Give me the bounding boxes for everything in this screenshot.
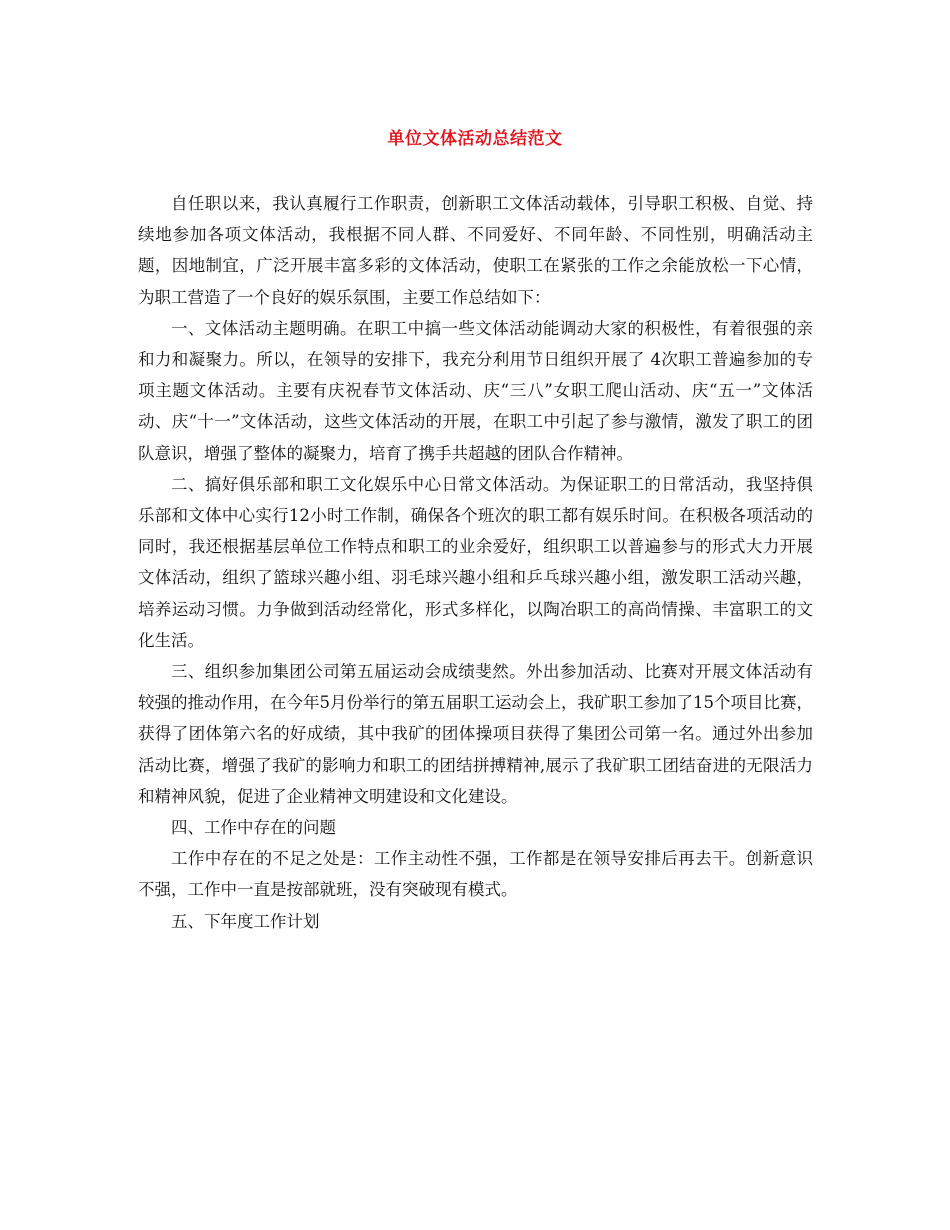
paragraph-section-1: 一、文体活动主题明确。在职工中搞一些文体活动能调动大家的积极性，有着很强的亲和力和凝聚力。所以，在领导的安排下，我充分利用节日组织开展了 4次职工普遍参加的专项主题文体活动。主要有庆祝春节文体活动、庆“三八”女职工爬山活动、庆“五一”文体活动、庆“十一”文体活动，这些文体活动的开展，在职工中引起了参与激情，激发了职工的团队意识，增强了整体的凝聚力，培育了携手共超越的团队合作精神。 <box>138 318 813 463</box>
paragraph-section-2: 二、搞好俱乐部和职工文化娱乐中心日常文体活动。为保证职工的日常活动，我坚持俱乐部和文体中心实行12小时工作制，确保各个班次的职工都有娱乐时间。在积极各项活动的同时，我还根据基层单位工作特点和职工的业余爱好，组织职工以普遍参与的形式大力开展文体活动，组织了篮球兴趣小组、羽毛球兴趣小组和乒乓球兴趣小组，激发职工活动兴趣，培养运动习惯。力争做到活动经常化，形式多样化，以陶冶职工的高尚情操、丰富职工的文化生活。 <box>138 474 813 650</box>
document-title: 单位文体活动总结范文 <box>387 129 563 149</box>
document-body <box>138 188 813 937</box>
paragraph-problems: 工作中存在的不足之处是：工作主动性不强，工作都是在领导安排后再去干。创新意识不强，工作中一直是按部就班，没有突破现有模式。 <box>138 849 813 900</box>
heading-section-5: 五、下年度工作计划 <box>171 911 320 931</box>
paragraph-section-3: 三、组织参加集团公司第五届运动会成绩斐然。外出参加活动、比赛对开展文体活动有较强的推动作用，在今年5月份举行的第五届职工运动会上，我矿职工参加了15个项目比赛，获得了团体第六名的好成绩，其中我矿的团体操项目获得了集团公司第一名。通过外出参加活动比赛，增强了我矿的影响力和职工的团结拼搏精神,展示了我矿职工团结奋进的无限活力和精神风貌，促进了企业精神文明建设和文化建设。 <box>138 662 813 806</box>
heading-section-4: 四、工作中存在的问题 <box>171 818 336 838</box>
paragraph-intro: 自任职以来，我认真履行工作职责，创新职工文体活动载体，引导职工积极、自觉、持续地参加各项文体活动，我根据不同人群、不同爱好、不同年龄、不同性别，明确活动主题，因地制宜，广泛开展丰富多彩的文体活动，使职工在紧张的工作之余能放松一下心情，为职工营造了一个良好的娱乐氛围，主要工作总结如下： <box>138 194 813 307</box>
